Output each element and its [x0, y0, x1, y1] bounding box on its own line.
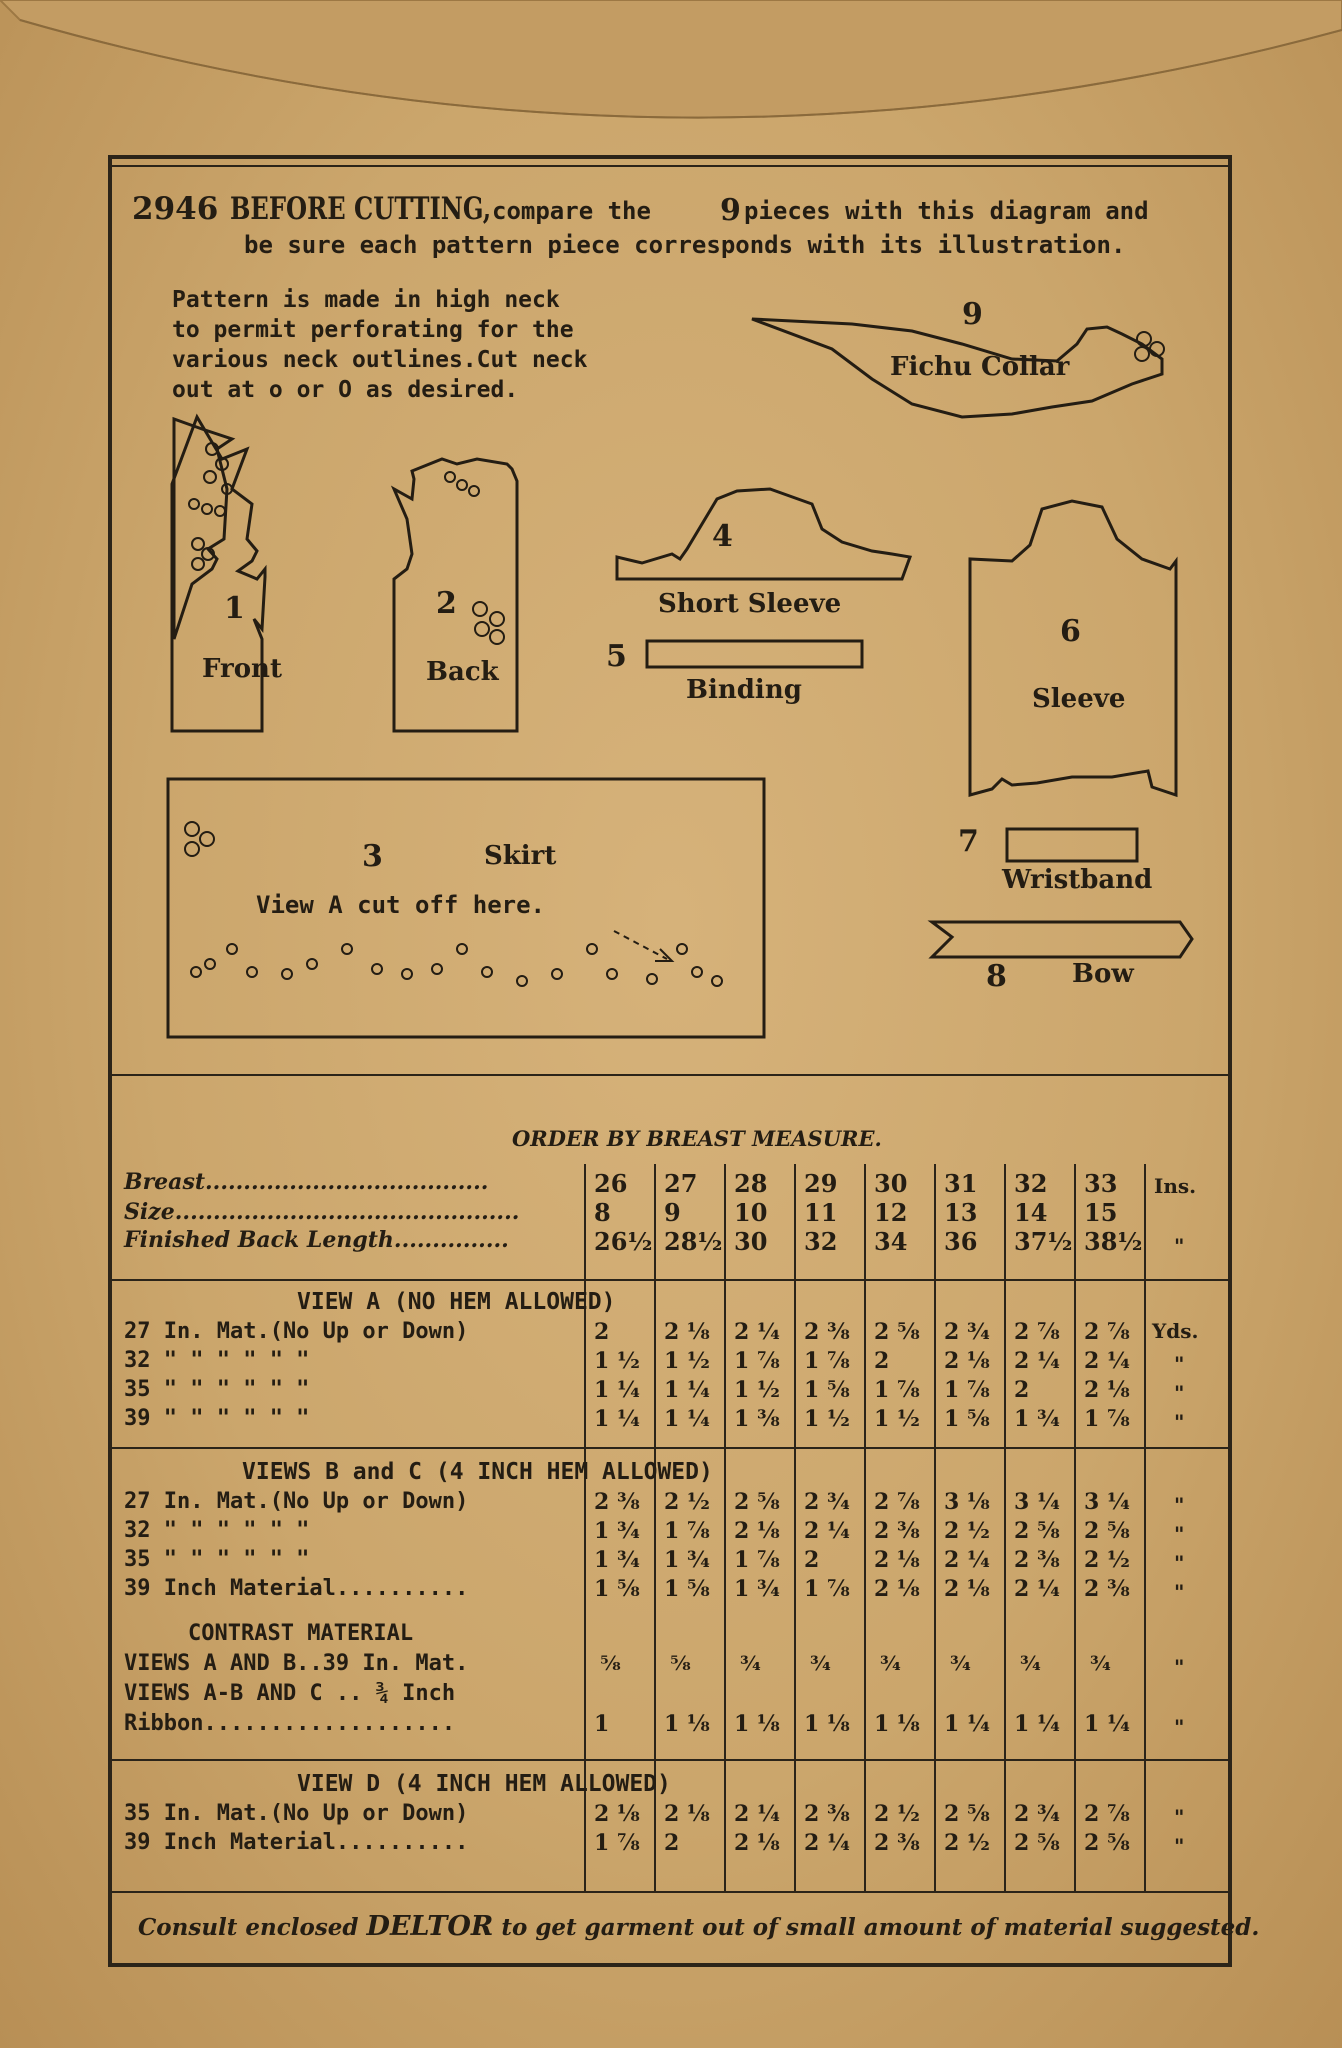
ribbon-value: 1 ⅛	[804, 1711, 850, 1737]
breast-value: 33	[1084, 1169, 1118, 1198]
ribbon-value: 1 ¼	[1014, 1711, 1060, 1737]
table-cell: 2 ⅝	[1084, 1518, 1130, 1544]
view-d-row-label: 39 Inch Material..........	[124, 1830, 469, 1855]
table-cell: 2 ¼	[944, 1547, 990, 1573]
table-cell: 1 ⅞	[944, 1377, 990, 1403]
skirt-note: View A cut off here.	[256, 891, 545, 919]
table-cell: 1 ½	[594, 1348, 640, 1374]
piece-8-label: Bow	[1072, 959, 1134, 989]
piece-6-label: Sleeve	[1032, 684, 1126, 714]
views-bc-row-label: 27 In. Mat.(No Up or Down)	[124, 1489, 469, 1514]
table-cell: 1 ⅝	[944, 1406, 990, 1432]
table-cell: 2 ¾	[944, 1319, 990, 1345]
ditto-mark: "	[1174, 1580, 1185, 1604]
table-cell: 2 ¼	[1084, 1348, 1130, 1374]
table-cell: 2 ⅜	[874, 1518, 920, 1544]
table-cell: 2 ⅜	[1084, 1576, 1130, 1602]
size-value: 15	[1084, 1198, 1118, 1227]
table-cell: 2 ⅛	[594, 1801, 640, 1827]
table-cell: 2 ⅝	[1014, 1830, 1060, 1856]
view-a-title: VIEW A (NO HEM ALLOWED)	[297, 1289, 616, 1315]
unit-ins: Ins.	[1154, 1174, 1197, 1198]
piece-8-number: 8	[986, 959, 1007, 994]
table-cell: 2 ⅞	[1084, 1801, 1130, 1827]
breast-value: 26	[594, 1169, 628, 1198]
table-cell: 2	[874, 1348, 890, 1374]
col-rule-6	[934, 1164, 936, 1891]
breast-label: Breast.....................................	[124, 1169, 489, 1195]
table-cell: 2 ⅝	[1014, 1518, 1060, 1544]
col-rule-9	[1144, 1164, 1146, 1891]
views-bc-row-label: 35 " " " " " "	[124, 1547, 310, 1572]
rule-after-view-a	[112, 1447, 1228, 1449]
ribbon-value: 1 ⅛	[664, 1711, 710, 1737]
table-cell: 1 ¾	[734, 1576, 780, 1602]
table-cell: 2 ¼	[804, 1518, 850, 1544]
table-cell: 2 ⅛	[1084, 1377, 1130, 1403]
piece-9-label: Fichu Collar	[890, 352, 1070, 382]
table-cell: 2 ½	[944, 1830, 990, 1856]
table-cell: 2 ⅛	[944, 1576, 990, 1602]
table-title: ORDER BY BREAST MEASURE.	[512, 1126, 882, 1151]
rule-after-view-d	[112, 1891, 1228, 1893]
length-label: Finished Back Length...............	[124, 1227, 509, 1253]
header-line-2: be sure each pattern piece corresponds with its illustration.	[244, 231, 1126, 259]
col-rule-5	[864, 1164, 866, 1891]
table-cell: 1 ⅞	[734, 1348, 780, 1374]
table-cell: 2 ¾	[804, 1489, 850, 1515]
table-cell: 1 ¾	[1014, 1406, 1060, 1432]
ribbon-value: 1 ⅛	[874, 1711, 920, 1737]
pattern-instruction-sheet	[108, 155, 1260, 1967]
breast-value: 30	[874, 1169, 908, 1198]
views-bc-title: VIEWS B and C (4 INCH HEM ALLOWED)	[242, 1459, 713, 1485]
table-cell: 1 ⅝	[594, 1576, 640, 1602]
size-value: 13	[944, 1198, 978, 1227]
contrast-value: ¾	[1090, 1651, 1111, 1675]
view-a-row-label: 27 In. Mat.(No Up or Down)	[124, 1319, 469, 1344]
size-label: Size.............................................	[124, 1199, 520, 1225]
size-value: 14	[1014, 1198, 1048, 1227]
header-pieces-text: pieces with this diagram and	[744, 197, 1149, 225]
header-before-cutting: BEFORE CUTTING,	[230, 191, 492, 227]
table-cell: 2 ⅜	[874, 1830, 920, 1856]
table-cell: 1 ¼	[594, 1377, 640, 1403]
table-cell: 1 ½	[804, 1406, 850, 1432]
table-cell: 2 ⅞	[1014, 1319, 1060, 1345]
size-value: 9	[664, 1198, 681, 1227]
wristband-shape	[1007, 829, 1137, 861]
diagram-table-divider	[112, 1074, 1228, 1076]
table-cell: 1 ⅞	[664, 1518, 710, 1544]
size-value: 11	[804, 1198, 838, 1227]
table-cell: 2 ¼	[1014, 1576, 1060, 1602]
length-value: 37½	[1014, 1227, 1073, 1256]
table-cell: 1 ⅞	[734, 1547, 780, 1573]
table-cell: 2	[1014, 1377, 1030, 1403]
bow-shape	[932, 922, 1192, 957]
table-cell: 1 ⅝	[664, 1576, 710, 1602]
piece-7-label: Wristband	[1002, 865, 1153, 895]
table-cell: 2 ⅛	[874, 1547, 920, 1573]
piece-5-number: 5	[606, 639, 627, 674]
contrast-value: ⅝	[600, 1651, 621, 1675]
table-cell: 2 ⅜	[1014, 1547, 1060, 1573]
footer-note: Consult enclosed DELTOR to get garment out of small amount of material suggested.	[138, 1911, 1260, 1942]
table-cell: 1 ⅞	[1084, 1406, 1130, 1432]
breast-value: 31	[944, 1169, 978, 1198]
view-a-row-label: 32 " " " " " "	[124, 1348, 310, 1373]
breast-value: 27	[664, 1169, 698, 1198]
table-cell: 2 ¼	[1014, 1348, 1060, 1374]
view-a-row-label: 39 " " " " " "	[124, 1406, 310, 1431]
length-value: 36	[944, 1227, 978, 1256]
table-cell: 1 ½	[874, 1406, 920, 1432]
table-cell: 2 ¾	[1014, 1801, 1060, 1827]
table-cell: 2 ⅞	[874, 1489, 920, 1515]
ribbon-value: 1 ¼	[1084, 1711, 1130, 1737]
ditto-mark: "	[1174, 1493, 1185, 1517]
table-cell: 3 ⅛	[944, 1489, 990, 1515]
table-cell: 1 ⅜	[734, 1406, 780, 1432]
col-rule-8	[1074, 1164, 1076, 1891]
ditto-mark: "	[1174, 1834, 1185, 1858]
rule-after-header	[112, 1279, 1228, 1281]
piece-1-label: Front	[202, 654, 282, 684]
ditto-mark: "	[1174, 1655, 1185, 1679]
breast-value: 28	[734, 1169, 768, 1198]
table-cell: 2 ⅛	[874, 1576, 920, 1602]
ditto-mark: "	[1174, 1410, 1185, 1434]
ditto-mark: "	[1174, 1352, 1185, 1376]
envelope-flap	[0, 0, 1342, 160]
table-cell: 2 ⅛	[944, 1348, 990, 1374]
table-cell: 2 ⅛	[664, 1319, 710, 1345]
breast-value: 29	[804, 1169, 838, 1198]
ditto-mark: "	[1174, 1715, 1185, 1739]
ribbon-value: 1	[594, 1711, 610, 1737]
size-value: 12	[874, 1198, 908, 1227]
table-cell: 2 ⅝	[1084, 1830, 1130, 1856]
rule-after-views-bc	[112, 1759, 1228, 1761]
contrast-value: ¾	[740, 1651, 761, 1675]
views-bc-row-label: 39 Inch Material..........	[124, 1576, 469, 1601]
table-cell: 2 ⅜	[594, 1489, 640, 1515]
piece-4-label: Short Sleeve	[658, 589, 842, 619]
view-d-title: VIEW D (4 INCH HEM ALLOWED)	[297, 1771, 671, 1797]
ditto-mark: "	[1174, 1522, 1185, 1546]
piece-2-number: 2	[436, 586, 457, 621]
table-cell: 2 ¼	[804, 1830, 850, 1856]
contrast-title: CONTRAST MATERIAL	[188, 1621, 414, 1646]
table-cell: 1 ¼	[594, 1406, 640, 1432]
table-cell: 2	[664, 1830, 680, 1856]
table-cell: 1 ⅞	[804, 1348, 850, 1374]
table-cell: 2 ⅝	[734, 1489, 780, 1515]
table-cell: 2 ½	[874, 1801, 920, 1827]
table-cell: 2 ⅞	[1084, 1319, 1130, 1345]
table-cell: 1 ⅞	[804, 1576, 850, 1602]
table-cell: 1 ⅞	[874, 1377, 920, 1403]
col-rule-4	[794, 1164, 796, 1891]
length-value: 30	[734, 1227, 768, 1256]
table-cell: 2 ⅛	[664, 1801, 710, 1827]
piece-1-number: 1	[224, 591, 245, 626]
table-cell: 2 ⅜	[804, 1801, 850, 1827]
table-cell: 3 ¼	[1014, 1489, 1060, 1515]
piece-6-number: 6	[1060, 614, 1081, 649]
length-value: 26½	[594, 1227, 653, 1256]
ribbon-label: Ribbon...................	[124, 1711, 456, 1736]
table-cell: 2 ⅝	[944, 1801, 990, 1827]
table-cell: 2 ⅛	[734, 1830, 780, 1856]
contrast-value: ¾	[1020, 1651, 1041, 1675]
binding-shape	[647, 641, 862, 667]
header-piece-count: 9	[720, 193, 741, 228]
ribbon-value: 1 ¼	[944, 1711, 990, 1737]
table-cell: 2 ½	[944, 1518, 990, 1544]
piece-3-number: 3	[362, 839, 383, 874]
piece-5-label: Binding	[686, 675, 802, 705]
table-cell: 2 ¼	[734, 1801, 780, 1827]
table-cell: 2 ½	[664, 1489, 710, 1515]
views-bc-row-label: 32 " " " " " "	[124, 1518, 310, 1543]
table-cell: 1 ¼	[664, 1406, 710, 1432]
breast-value: 32	[1014, 1169, 1048, 1198]
piece-3-label: Skirt	[484, 841, 557, 871]
contrast-row-2-label: VIEWS A-B AND C .. ¾ Inch	[124, 1681, 456, 1706]
ditto-length: "	[1174, 1234, 1185, 1258]
note-line-1: Pattern is made in high neck	[172, 287, 560, 313]
length-value: 28½	[664, 1227, 723, 1256]
length-value: 32	[804, 1227, 838, 1256]
table-cell: 1 ¾	[664, 1547, 710, 1573]
table-cell: 1 ½	[664, 1348, 710, 1374]
contrast-value: ¾	[880, 1651, 901, 1675]
table-cell: 1 ⅝	[804, 1377, 850, 1403]
table-cell: 3 ¼	[1084, 1489, 1130, 1515]
table-cell: 2 ⅛	[734, 1518, 780, 1544]
table-cell: 2 ⅝	[874, 1319, 920, 1345]
table-cell: 2 ½	[1084, 1547, 1130, 1573]
col-rule-3	[724, 1164, 726, 1891]
table-cell: 2	[594, 1319, 610, 1345]
note-line-4: out at o or O as desired.	[172, 377, 519, 403]
table-cell: 2 ⅜	[804, 1319, 850, 1345]
table-cell: 2	[804, 1547, 820, 1573]
view-a-row-label: 35 " " " " " "	[124, 1377, 310, 1402]
unit-yds: Yds.	[1152, 1319, 1199, 1343]
short-sleeve-shape	[617, 489, 910, 579]
table-cell: 1 ¾	[594, 1518, 640, 1544]
piece-9-number: 9	[962, 297, 983, 332]
length-value: 38½	[1084, 1227, 1143, 1256]
contrast-row-1-label: VIEWS A AND B..39 In. Mat.	[124, 1651, 469, 1676]
view-d-row-label: 35 In. Mat.(No Up or Down)	[124, 1801, 469, 1826]
piece-7-number: 7	[958, 824, 979, 859]
table-cell: 1 ⅞	[594, 1830, 640, 1856]
ditto-mark: "	[1174, 1805, 1185, 1829]
contrast-value: ⅝	[670, 1651, 691, 1675]
col-rule-7	[1004, 1164, 1006, 1891]
ditto-mark: "	[1174, 1551, 1185, 1575]
deltor-brand: DELTOR	[366, 1911, 494, 1942]
contrast-value: ¾	[810, 1651, 831, 1675]
ribbon-value: 1 ⅛	[734, 1711, 780, 1737]
piece-2-label: Back	[426, 657, 499, 687]
pattern-number: 2946	[132, 191, 219, 227]
length-value: 34	[874, 1227, 908, 1256]
table-cell: 1 ¾	[594, 1547, 640, 1573]
note-line-2: to permit perforating for the	[172, 317, 574, 343]
note-line-3: various neck outlines.Cut neck	[172, 347, 588, 373]
table-cell: 1 ½	[734, 1377, 780, 1403]
ditto-mark: "	[1174, 1381, 1185, 1405]
table-cell: 1 ¼	[664, 1377, 710, 1403]
size-value: 8	[594, 1198, 611, 1227]
header-compare: compare the	[492, 197, 651, 225]
table-cell: 2 ¼	[734, 1319, 780, 1345]
contrast-value: ¾	[950, 1651, 971, 1675]
piece-4-number: 4	[712, 519, 733, 554]
size-value: 10	[734, 1198, 768, 1227]
